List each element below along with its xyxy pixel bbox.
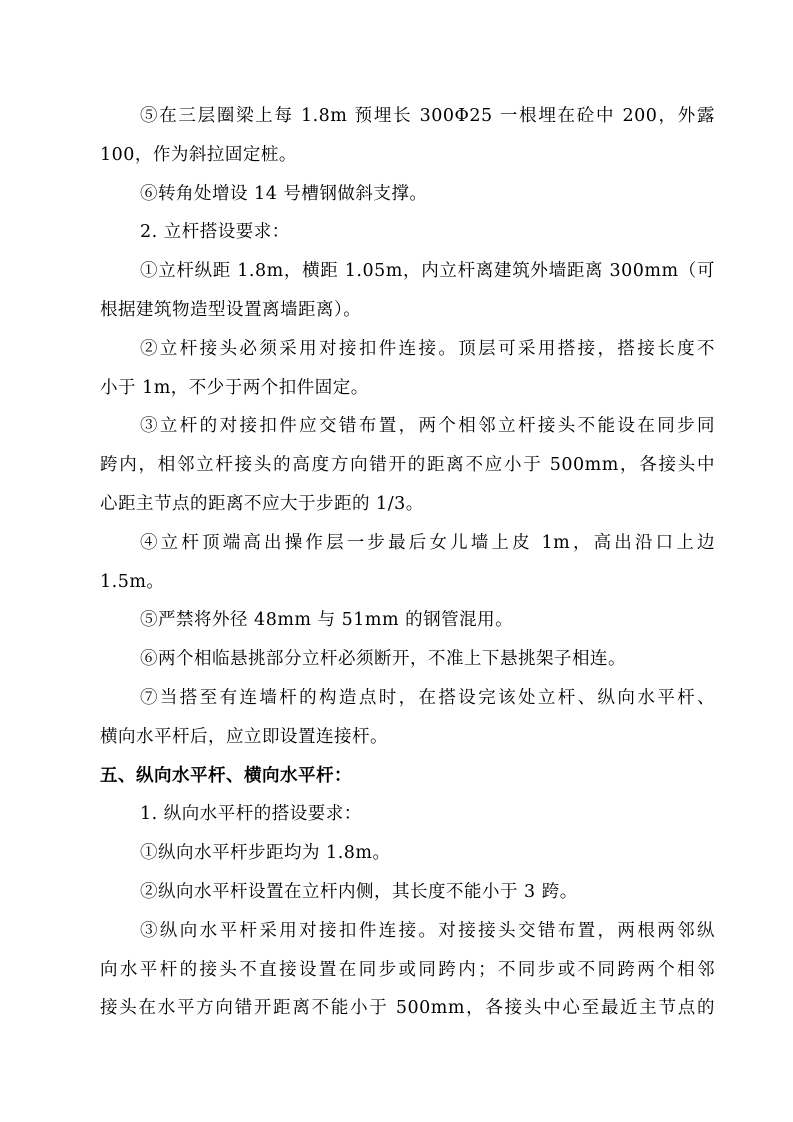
text-line: 根据建筑物造型设置离墙距离）。 — [100, 299, 362, 320]
text-line: ⑤严禁将外径 48mm 与 51mm 的钢管混用。 — [140, 610, 514, 631]
paragraph — [100, 834, 715, 873]
paragraph — [100, 97, 715, 175]
text-line: 小于 1m，不少于两个扣件固定。 — [100, 377, 369, 398]
text-line: ⑦当搭至有连墙杆的构造点时，在搭设完该处立杆、纵向水平杆、 — [140, 687, 715, 708]
text-line: ⑤在三层圈梁上每 1.8m 预埋长 300Φ25 一根埋在砼中 200，外露 — [140, 106, 715, 126]
text-line: 1. 纵向水平杆的搭设要求： — [140, 804, 362, 825]
text-line: ④立杆顶端高出操作层一步最后女儿墙上皮 1m，高出沿口上边 — [140, 532, 715, 553]
text-line: ②纵向水平杆设置在立杆内侧，其长度不能小于 3 跨。 — [140, 881, 578, 902]
paragraph — [100, 213, 715, 252]
text-line: 横向水平杆后，应立即设置连接杆。 — [100, 726, 388, 747]
text-line: 2. 立杆搭设要求： — [140, 222, 290, 243]
text-line: 五、纵向水平杆、横向水平杆： — [100, 765, 352, 786]
text-line: 1.5m。 — [100, 571, 165, 592]
text-line: ③立杆的对接扣件应交错布置，两个相邻立杆接头不能设在同步同 — [140, 416, 715, 437]
paragraph — [100, 640, 715, 679]
text-line: ①立杆纵距 1.8m，横距 1.05m，内立杆离建筑外墙距离 300mm（可 — [140, 261, 715, 282]
paragraph — [100, 873, 715, 912]
text-line: ①纵向水平杆步距均为 1.8m。 — [140, 843, 391, 864]
document-page — [100, 97, 715, 1028]
text-line: 向水平杆的接头不直接设置在同步或同跨内；不同步或不同跨两个相邻 — [100, 959, 715, 980]
text-line: ⑥两个相临悬挑部分立杆必须断开，不准上下悬挑架子相连。 — [140, 649, 626, 670]
paragraph — [100, 679, 715, 757]
text-line: ②立杆接头必须采用对接扣件连接。顶层可采用搭接，搭接长度不 — [140, 338, 715, 359]
text-line: 心距主节点的距离不应大于步距的 1/3。 — [100, 493, 424, 514]
paragraph — [100, 912, 715, 1028]
text-line: 100，作为斜拉固定桩。 — [100, 144, 297, 165]
paragraph — [100, 252, 715, 330]
text-line: ③纵向水平杆采用对接扣件连接。对接接头交错布置，两根两邻纵 — [140, 920, 715, 941]
paragraph — [100, 330, 715, 408]
paragraph — [100, 175, 715, 214]
paragraph — [100, 524, 715, 602]
paragraph — [100, 601, 715, 640]
section-heading — [100, 757, 715, 796]
text-line: ⑥转角处增设 14 号槽钢做斜支撑。 — [140, 183, 428, 204]
text-line: 跨内，相邻立杆接头的高度方向错开的距离不应小于 500mm，各接头中 — [100, 455, 715, 476]
paragraph — [100, 407, 715, 523]
paragraph — [100, 795, 715, 834]
text-line: 接头在水平方向错开距离不能小于 500mm，各接头中心至最近主节点的 — [100, 998, 715, 1019]
